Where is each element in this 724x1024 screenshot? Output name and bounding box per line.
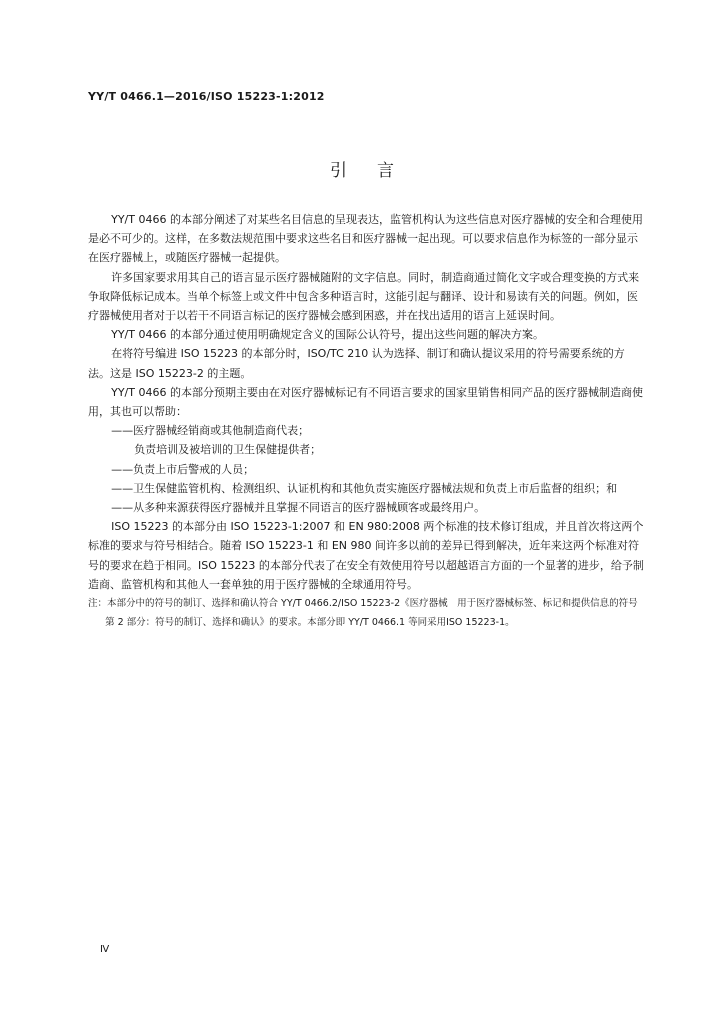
list-item: ——负责上市后警戒的人员； <box>111 462 255 476</box>
list-item: 负责培训及被培训的卫生保健提供者； <box>134 443 322 457</box>
paragraph: 在将符号编进 ISO 15223 的本部分时，ISO/TC 210 认为选择、制订和确认提议采用的符号需要系统的方法。这是 ISO 15223-2 的主题。 <box>88 347 625 380</box>
page-number: Ⅳ <box>100 944 110 955</box>
paragraph: ISO 15223 的本部分由 ISO 15223-1:2007 和 EN 980:2008 两个标准的技术修订组成，并且首次将这两个标准的要求与符号相结合。随着 ISO 15223-1 和 EN 980 间许多以前的差异已得到解决，近年来这两个标准对符号的要求在趋于相同。ISO 15223 的本部分代表了在安全有效使用符号以超越语言方面的一个显著的进步，给予制造商、监管机构和其他人一套单独的用于医疗器械的全球通用符号。 <box>88 520 644 591</box>
paragraph: 许多国家要求用其自己的语言显示医疗器械随附的文字信息。同时，制造商通过简化文字或合理变换的方式来争取降低标记成本。当单个标签上或文件中包含多种语言时，这能引起与翻译、设计和易读有关的问题。例如，医疗器械使用者对于以若干不同语言标记的医疗器械会感到困惑，并在找出适用的语言上延误时间。 <box>88 270 640 323</box>
paragraph: YY/T 0466 的本部分预期主要由在对医疗器械标记有不同语言要求的国家里销售相同产品的医疗器械制造商使用，其也可以帮助： <box>88 385 643 419</box>
list-item: ——从多种来源获得医疗器械并且掌握不同语言的医疗器械顾客或最终用户。 <box>111 501 486 515</box>
note: 注：本部分中的符号的制订、选择和确认符合 YY/T 0466.2/ISO 15223-2《医疗器械 用于医疗器械标签、标记和提供信息的符号 第 2 部分：符号的制订、选择和确认》的要求。本部分即 YY/T 0466.1 等同采用ISO 15223-1。 <box>88 598 648 629</box>
list-item: ——卫生保健监管机构、检测组织、认证机构和其他负责实施医疗器械法规和负责上市后监督的组织；和 <box>111 481 618 495</box>
section-title: 引言 <box>330 161 424 181</box>
standard-identifier: YY/T 0466.1—2016/ISO 15223-1:2012 <box>88 90 325 103</box>
paragraph: YY/T 0466 的本部分阐述了对某些名目信息的呈现表达，监管机构认为这些信息对医疗器械的安全和合理使用是必不可少的。这样，在多数法规范围中要求这些名目和医疗器械一起出现。可以要求信息作为标签的一部分显示在医疗器械上，或随医疗器械一起提供。 <box>88 213 643 265</box>
paragraph: YY/T 0466 的本部分通过使用明确规定含义的国际公认符号，提出这些问题的解决方案。 <box>111 328 544 342</box>
body-text <box>88 210 648 632</box>
list-item: ——医疗器械经销商或其他制造商代表； <box>111 424 310 438</box>
